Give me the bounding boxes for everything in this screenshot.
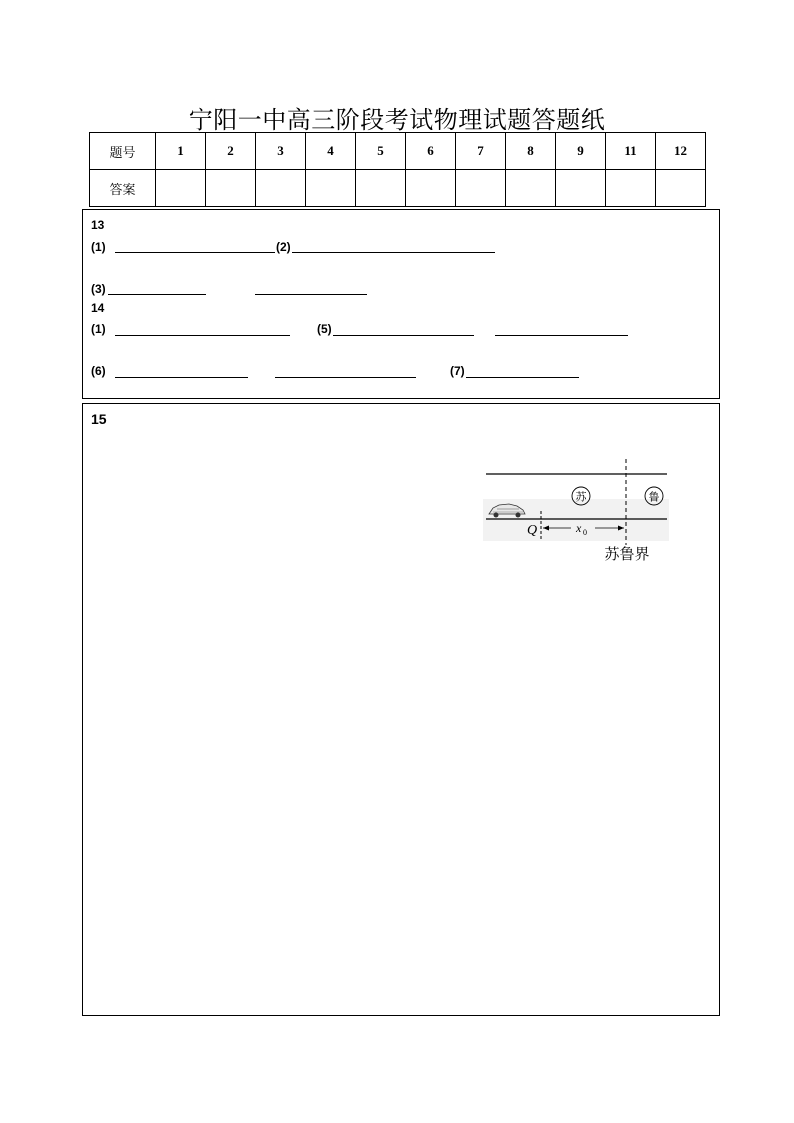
answer-cell[interactable] [256,170,306,207]
question-number-cell: 5 [356,133,406,170]
section-13-blank-3a[interactable] [108,294,206,295]
distance-label-subscript: 0 [583,528,587,537]
answer-cell[interactable] [456,170,506,207]
section-14-blank-7-label: (7) [450,364,465,378]
question-number-cell: 8 [506,133,556,170]
page-title: 宁阳一中高三阶段考试物理试题答题纸 [188,106,606,134]
road-diagram [483,457,669,565]
section-14-number: 14 [91,301,105,315]
answer-cell[interactable] [206,170,256,207]
shandong-marker-label: 鲁 [648,490,660,504]
answer-cell[interactable] [606,170,656,207]
question-number-cell: 4 [306,133,356,170]
section-13-blank-1[interactable] [115,252,275,253]
answer-table [89,132,706,207]
answer-cell[interactable] [306,170,356,207]
section-13-number: 13 [91,218,105,232]
section-14-blank-5b[interactable] [495,335,628,336]
distance-label: x [576,521,582,535]
answer-cell[interactable] [356,170,406,207]
question-number-row [90,133,706,170]
answer-cell[interactable] [556,170,606,207]
section-13-14-box [82,209,720,399]
answer-header: 答案 [90,170,156,207]
section-13-blank-2[interactable] [292,252,495,253]
section-13-blank-3-label: (3) [91,282,106,296]
answer-cell[interactable] [156,170,206,207]
boundary-label: 苏鲁界 [604,545,650,563]
question-number-cell: 6 [406,133,456,170]
section-14-blank-1-label: (1) [91,322,106,336]
question-number-cell: 3 [256,133,306,170]
section-13-blank-3b[interactable] [255,294,367,295]
section-13-blank-1-label: (1) [91,240,106,254]
section-14-blank-5-label: (5) [317,322,332,336]
section-14-blank-6-label: (6) [91,364,106,378]
question-number-cell: 12 [656,133,706,170]
answer-cell[interactable] [656,170,706,207]
question-number-cell: 1 [156,133,206,170]
section-14-blank-7[interactable] [466,377,579,378]
answer-row [90,170,706,207]
section-14-blank-5a[interactable] [333,335,474,336]
section-14-blank-1[interactable] [115,335,290,336]
question-number-header: 题号 [90,133,156,170]
section-14-blank-6a[interactable] [115,377,248,378]
answer-cell[interactable] [506,170,556,207]
jiangsu-marker-label: 苏 [575,490,587,504]
section-14-blank-6b[interactable] [275,377,416,378]
answer-cell[interactable] [406,170,456,207]
question-number-cell: 2 [206,133,256,170]
question-number-cell: 7 [456,133,506,170]
question-number-cell: 9 [556,133,606,170]
section-15-number: 15 [91,411,107,427]
section-13-blank-2-label: (2) [276,240,291,254]
question-number-cell: 11 [606,133,656,170]
point-q-label: Q [527,523,538,538]
